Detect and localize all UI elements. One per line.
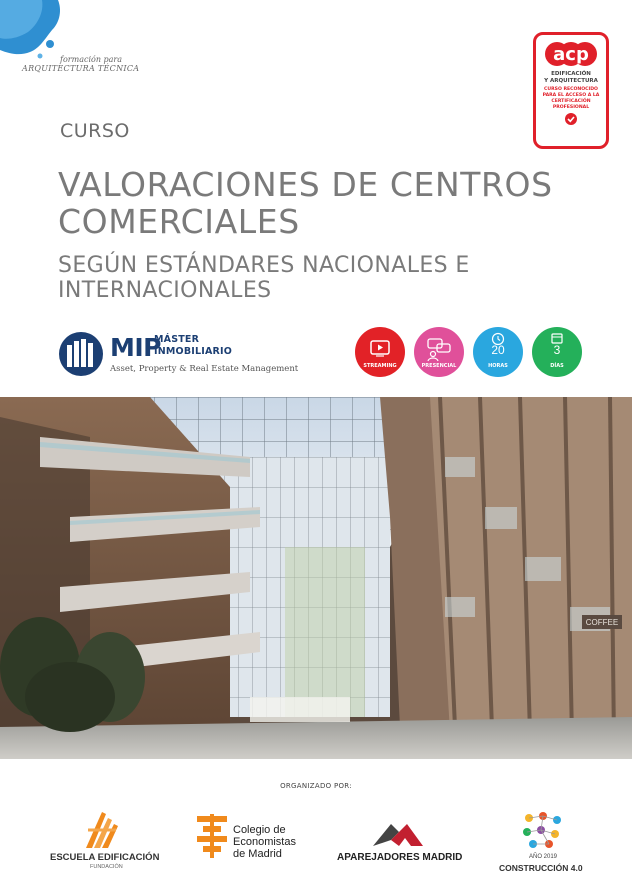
course-label: CURSO bbox=[60, 120, 130, 142]
hours-label: HORAS bbox=[488, 363, 508, 369]
paint-splash-logo bbox=[0, 0, 62, 62]
play-video-icon bbox=[355, 327, 405, 377]
streaming-label: STREAMING bbox=[363, 363, 397, 369]
acp-logo bbox=[542, 39, 600, 69]
streaming-badge bbox=[355, 327, 405, 377]
presencial-badge bbox=[414, 327, 464, 377]
badge-line-3: CURSO RECONOCIDO PARA EL ACCESO A LA CERTIFICACIÓN PROFESIONAL bbox=[542, 87, 600, 110]
badge-line-2: Y ARQUITECTURA bbox=[544, 78, 598, 84]
construccion-4-logo bbox=[497, 808, 589, 878]
course-title: VALORACIONES DE CENTROS COMERCIALES bbox=[58, 165, 553, 241]
course-subtitle: SEGÚN ESTÁNDARES NACIONALES E INTERNACIONALES bbox=[58, 253, 470, 303]
acp-logo-text: acp bbox=[553, 44, 589, 65]
acp-certification-badge bbox=[533, 32, 609, 149]
people-chat-icon bbox=[414, 327, 464, 377]
mip-acronym: MIP bbox=[110, 333, 162, 362]
check-icon bbox=[565, 113, 577, 125]
escuela-name: ESCUELA EDIFICACIÓN bbox=[50, 852, 160, 863]
mip-tagline: Asset, Property & Real Estate Management bbox=[110, 364, 299, 374]
aparejadores-name: APAREJADORES MADRID bbox=[337, 852, 463, 863]
hours-value: 20 bbox=[491, 343, 505, 357]
organizers-label: ORGANIZADO POR: bbox=[280, 782, 352, 790]
mip-line-1: MÁSTER bbox=[154, 334, 200, 345]
brand-tagline bbox=[22, 55, 139, 73]
colegio-line-3: de Madrid bbox=[233, 848, 282, 860]
colegio-line-1: Colegio de bbox=[233, 824, 286, 836]
aparejadores-emblem-icon bbox=[371, 818, 425, 848]
construccion-dots-icon bbox=[521, 810, 565, 850]
hours-badge bbox=[473, 327, 523, 377]
svg-text:COFFEE: COFFEE bbox=[585, 618, 619, 627]
brand-line-2: ARQUITECTURA TÉCNICA bbox=[22, 64, 140, 73]
construccion-name: CONSTRUCCIÓN 4.0 bbox=[499, 863, 583, 873]
days-value: 3 bbox=[553, 343, 561, 357]
days-label: DÍAS bbox=[550, 363, 564, 369]
colegio-economistas-logo bbox=[195, 808, 325, 878]
mip-line-2: INMOBILIARIO bbox=[154, 346, 233, 357]
construccion-year: AÑO 2019 bbox=[529, 854, 558, 860]
escuela-sub: FUNDACIÓN bbox=[90, 864, 123, 870]
presencial-label: PRESENCIAL bbox=[421, 363, 457, 369]
escuela-edificacion-logo bbox=[50, 808, 160, 878]
escuela-emblem-icon bbox=[82, 808, 122, 850]
badge-line-1: EDIFICACIÓN bbox=[551, 71, 591, 77]
aparejadores-madrid-logo bbox=[335, 808, 465, 878]
colegio-emblem-icon bbox=[195, 814, 229, 858]
colegio-line-2: Economistas bbox=[233, 836, 296, 848]
days-badge bbox=[532, 327, 582, 377]
brand-line-1: formación para bbox=[60, 55, 122, 64]
mip-master-logo bbox=[58, 331, 299, 379]
atrium-photo bbox=[0, 397, 632, 759]
building-icon bbox=[58, 331, 104, 377]
